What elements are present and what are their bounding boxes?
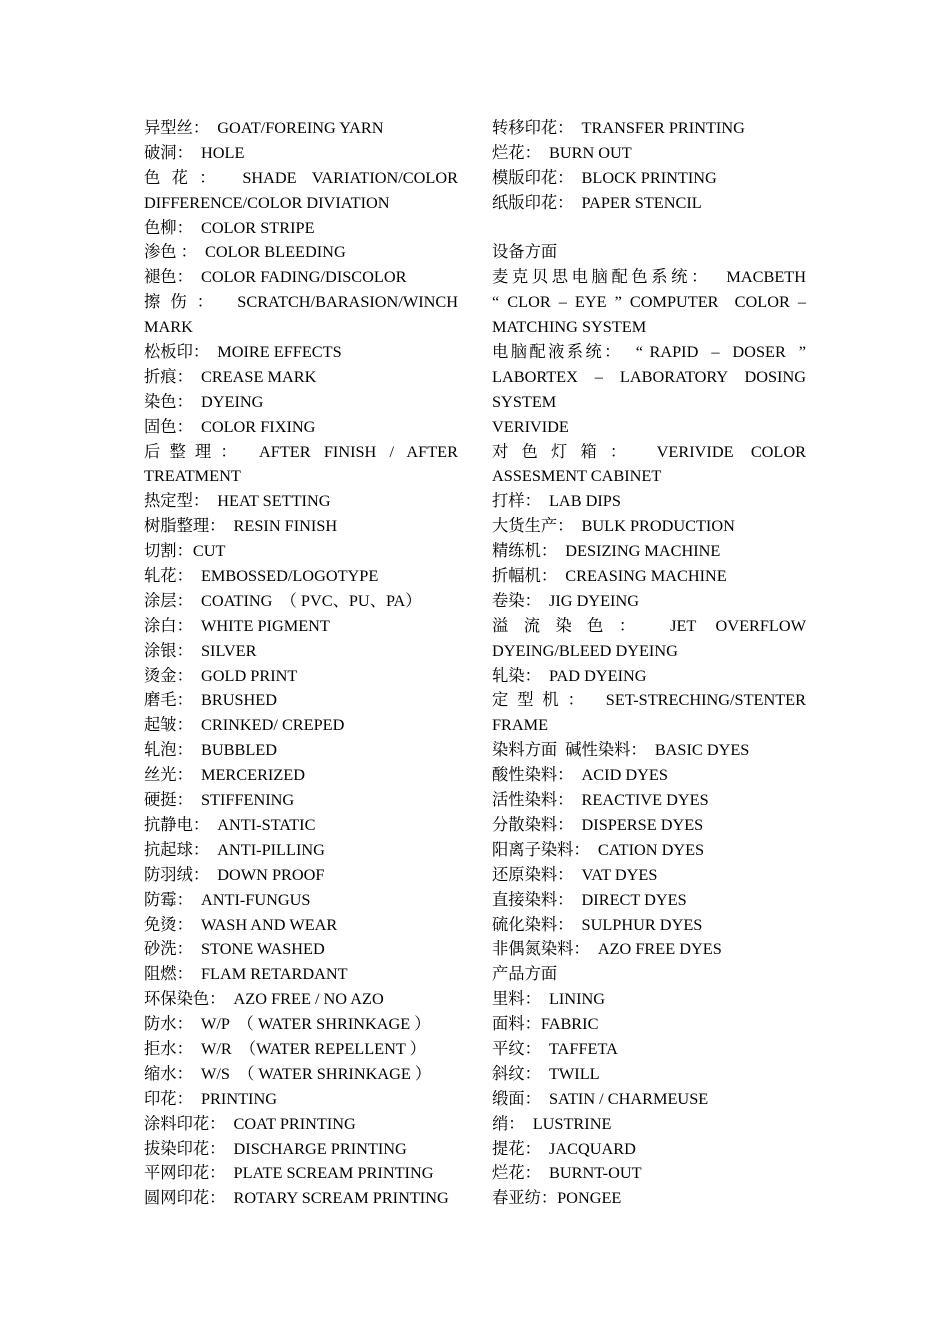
term-line: 大货生产： BULK PRODUCTION (492, 516, 735, 536)
term-line: 环保染色： AZO FREE / NO AZO (144, 989, 384, 1009)
term-line: 面料：FABRIC (492, 1014, 599, 1034)
term-line: 里料： LINING (492, 989, 606, 1009)
term-line: 卷染： JIG DYEING (492, 590, 639, 610)
term-line: 异型丝： GOAT/FOREING YARN (144, 118, 384, 137)
term-line: 对 色 灯 箱 ： VERIVIDE COLOR (492, 441, 806, 461)
term-line: VERIVIDE (492, 416, 569, 436)
term-line: 缎面： SATIN / CHARMEUSE (492, 1088, 709, 1108)
term-line: 丝光： MERCERIZED (144, 765, 306, 785)
term-line: 纸版印花： PAPER STENCIL (492, 192, 702, 212)
term-line: 烫金： GOLD PRINT (144, 665, 298, 685)
term-line: 涂层： COATING （ PVC、PU、PA） (144, 590, 422, 610)
blank-line (492, 216, 806, 241)
term-line: 色 花 ： SHADE VARIATION/COLOR (144, 167, 458, 187)
term-line: 防霉： ANTI-FUNGUS (144, 889, 311, 909)
term-line: 固色： COLOR FIXING (144, 416, 316, 436)
term-line: 折痕： CREASE MARK (144, 366, 317, 386)
term-line: 涂白： WHITE PIGMENT (144, 615, 330, 635)
term-line: 缩水： W/S （ WATER SHRINKAGE ） (144, 1063, 432, 1083)
term-line-continued: ASSESMENT CABINET (492, 466, 662, 486)
term-line: 起皱： CRINKED/ CREPED (144, 715, 345, 735)
term-line: 烂花： BURN OUT (492, 142, 632, 162)
term-line-continued: FRAME (492, 715, 549, 735)
term-line: 防水： W/P （ WATER SHRINKAGE ） (144, 1014, 431, 1034)
term-line: 抗起球： ANTI-PILLING (144, 839, 325, 859)
term-line: 印花： PRINTING (144, 1088, 277, 1108)
section-heading: 设备方面 (492, 242, 558, 262)
term-line: 阻燃： FLAM RETARDANT (144, 964, 348, 984)
term-line: 轧花： EMBOSSED/LOGOTYPE (144, 566, 379, 586)
term-line: 染料方面 碱性染料： BASIC DYES (492, 740, 750, 760)
term-line: 烂花： BURNT-OUT (492, 1163, 642, 1183)
term-line: 硫化染料： SULPHUR DYES (492, 914, 703, 934)
term-line: 松板印： MOIRE EFFECTS (144, 342, 342, 362)
term-line: 折幅机： CREASING MACHINE (492, 566, 727, 586)
term-line: 电脑配液系统： “ RAPID – DOSER ” (492, 342, 806, 362)
term-line: 拒水： W/R （WATER REPELLENT ） (144, 1038, 426, 1058)
term-line: 树脂整理： RESIN FINISH (144, 516, 338, 536)
term-line: 切割：CUT (144, 541, 226, 561)
term-line: 还原染料： VAT DYES (492, 864, 658, 884)
term-line-continued: LABORTEX – LABORATORY DOSING (492, 366, 806, 386)
term-line: 精练机： DESIZING MACHINE (492, 541, 721, 561)
term-line: 分散染料： DISPERSE DYES (492, 814, 704, 834)
term-line: 涂料印花： COAT PRINTING (144, 1113, 356, 1133)
term-line: 免烫： WASH AND WEAR (144, 914, 338, 934)
term-line: 轧泡： BUBBLED (144, 740, 277, 760)
term-line: 活性染料： REACTIVE DYES (492, 790, 709, 810)
term-line: 硬挺： STIFFENING (144, 790, 295, 810)
left-column (144, 116, 458, 1211)
term-line: 酸性染料： ACID DYES (492, 765, 668, 785)
term-line: 染色： DYEING (144, 391, 264, 411)
term-line: 平纹： TAFFETA (492, 1038, 618, 1058)
term-line: 平网印花： PLATE SCREAM PRINTING (144, 1163, 434, 1183)
term-line: 定 型 机 ： SET-STRECHING/STENTER (492, 690, 806, 710)
term-line: 擦 伤 ： SCRATCH/BARASION/WINCH (144, 292, 458, 312)
term-line-continued: DIFFERENCE/COLOR DIVIATION (144, 192, 390, 212)
term-line-continued: MARK (144, 317, 193, 337)
term-line: 防羽绒： DOWN PROOF (144, 864, 325, 884)
term-line-continued: DYEING/BLEED DYEING (492, 640, 678, 660)
term-line: 渗色 ： COLOR BLEEDING (144, 242, 346, 262)
term-line: 涂银： SILVER (144, 640, 257, 660)
section-heading: 产品方面 (492, 964, 558, 984)
term-line: 阳离子染料： CATION DYES (492, 839, 705, 859)
right-column (492, 116, 806, 1211)
term-line: 色柳： COLOR STRIPE (144, 217, 315, 237)
term-line: 砂洗： STONE WASHED (144, 939, 325, 959)
term-line-continued: “ CLOR – EYE ” COMPUTER COLOR – (492, 292, 806, 312)
term-line: 转移印花： TRANSFER PRINTING (492, 118, 745, 137)
term-line: 热定型： HEAT SETTING (144, 491, 331, 511)
term-line: 后 整 理 ： AFTER FINISH / AFTER (144, 441, 458, 461)
term-line-continued: SYSTEM (492, 391, 557, 411)
term-line: 圆网印花： ROTARY SCREAM PRINTING (144, 1188, 449, 1208)
term-line: 绡： LUSTRINE (492, 1113, 612, 1133)
term-line: 春亚纺：PONGEE (492, 1188, 622, 1208)
term-line: 褪色： COLOR FADING/DISCOLOR (144, 267, 407, 287)
term-line: 抗静电： ANTI-STATIC (144, 814, 316, 834)
term-line: 非偶氮染料： AZO FREE DYES (492, 939, 722, 959)
term-line: 磨毛： BRUSHED (144, 690, 277, 710)
term-line: 破洞： HOLE (144, 142, 245, 162)
term-line: 打样： LAB DIPS (492, 491, 621, 511)
term-line: 模版印花： BLOCK PRINTING (492, 167, 717, 187)
term-line: 直接染料： DIRECT DYES (492, 889, 687, 909)
term-line: 斜纹： TWILL (492, 1063, 600, 1083)
term-line: 拔染印花： DISCHARGE PRINTING (144, 1138, 407, 1158)
term-line: 轧染： PAD DYEING (492, 665, 647, 685)
term-line-continued: MATCHING SYSTEM (492, 317, 647, 337)
term-line: 提花： JACQUARD (492, 1138, 636, 1158)
term-line: 麦克贝思电脑配色系统： MACBETH (492, 267, 806, 287)
term-line-continued: TREATMENT (144, 466, 241, 486)
term-line: 溢 流 染 色 ： JET OVERFLOW (492, 615, 806, 635)
